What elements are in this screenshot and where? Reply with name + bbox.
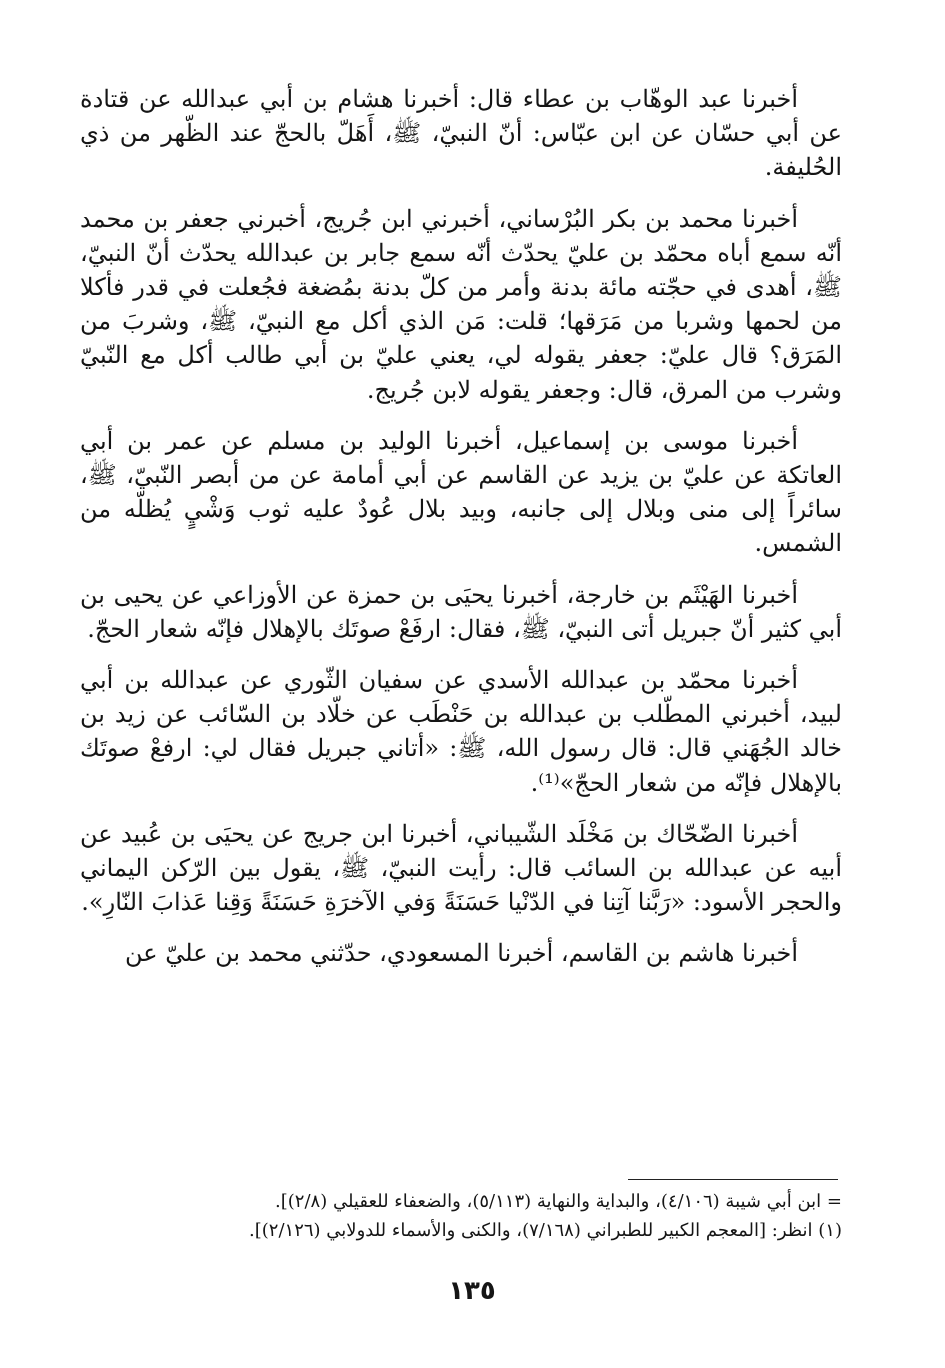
footnote-divider	[628, 1179, 838, 1180]
paragraph: أخبرنا موسى بن إسماعيل، أخبرنا الوليد بن مسلم عن عمر بن أبي العاتكة عن عليّ بن يزيد عن القاسم عن أبي أمامة عن من أبصر النّبيّ، ﷺ، سائراً إلى منى وبلال إلى جانبه، وبيد بلال عُودٌ عليه ثوب وَشْيٍ يُظلّه من الشمس.	[80, 426, 842, 558]
paragraph: أخبرنا محمّد بن عبدالله الأسدي عن سفيان الثّوري عن عبدالله بن أبي لبيد، أخبرني المطّلب بن عبدالله بن حَنْطَب عن خلّاد بن السّائب عن زيد بن خالد الجُهَني قال: قال رسول الله، ﷺ: «أتاني جبريل فقال لي: ارفعْ صوتَك بالإهلال فإنّه من شعار الحجّ»⁽¹⁾.	[80, 666, 842, 797]
footnote-1: (١) انظر: [المعجم الكبير للطبراني (٧/١٦٨)، والكنى والأسماء للدولابي (٢/١٢٦)].	[249, 1220, 842, 1241]
footnote-continuation: = ابن أبي شيبة (٤/١٠٦)، والبداية والنهاية (٥/١١٣)، والضعفاء للعقيلي (٢/٨)].	[275, 1191, 842, 1212]
paragraph: أخبرنا الهَيْثَم بن خارجة، أخبرنا يحيَى بن حمزة عن الأوزاعي عن يحيى بن أبي كثير أنّ جبريل أتى النبيّ، ﷺ، فقال: ارفَعْ صوتَك بالإهلال فإنّه شعار الحجّ.	[80, 580, 842, 643]
paragraph: أخبرنا محمد بن بكر البُرْساني، أخبرني ابن جُريج، أخبرني جعفر بن محمد أنّه سمع أباه محمّد بن عليّ يحدّث أنّه سمع جابر بن عبدالله يحدّث أنّ النبيّ، ﷺ، أهدى في حجّته مائة بدنة وأمر من كلّ بدنة بمُضغة فجُعلت في قدر فأكلا من لحمها وشربا من مَرَقها؛ قلت: مَن الذي أكل مع النبيّ، ﷺ، وشربَ من المَرَق؟ قال عليّ: جعفر يقوله لي، يعني عليّ بن أبي طالب أكل مع النّبيّ وشرب من المرق، قال: وجعفر يقوله لابن جُريج.	[80, 204, 842, 404]
paragraph: أخبرنا هاشم بن القاسم، أخبرنا المسعودي، حدّثني محمد بن عليّ عن	[125, 939, 798, 968]
page-number: ١٣٥	[448, 1276, 496, 1306]
paragraph: أخبرنا الضّحّاك بن مَخْلَد الشّيباني، أخبرنا ابن جريج عن يحيَى بن عُبيد عن أبيه عن عبدالله بن السائب قال: رأيت النبيّ، ﷺ، يقول بين الرّكن اليماني والحجر الأسود: «رَبَّنا آتِنا في الدّنْيا حَسَنَةً وَفي الآخرَةِ حَسَنَةً وَقِنا عَذابَ النّارِ».	[80, 819, 842, 917]
main-text	[80, 82, 842, 971]
footnotes	[90, 1187, 842, 1245]
paragraph: أخبرنا عبد الوهّاب بن عطاء قال: أخبرنا هشام بن أبي عبدالله عن قتادة عن أبي حسّان عن ابن عبّاس: أنّ النبيّ، ﷺ، أَهَلّ بالحجّ عند الظّهر من ذي الحُليفة.	[80, 85, 842, 182]
